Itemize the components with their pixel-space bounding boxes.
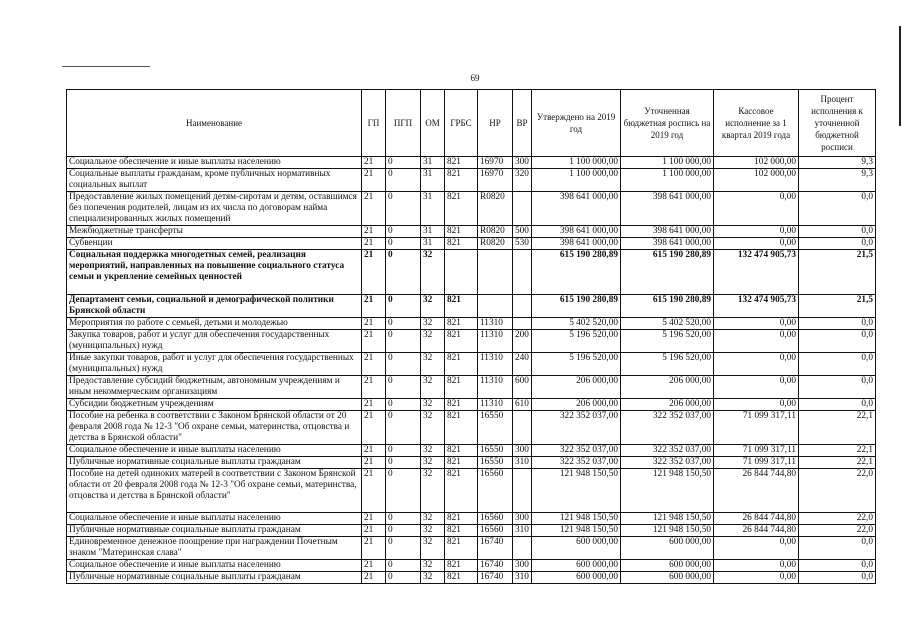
cell-percent: 22,1	[799, 411, 876, 445]
cell-name: Межбюджетные трансферты	[67, 226, 362, 238]
cell-om: 32	[421, 318, 445, 330]
cell-name: Публичные нормативные социальные выплаты гражданам	[67, 572, 362, 584]
cell-grbs: 821	[445, 376, 478, 399]
cell-pgp: 0	[386, 445, 421, 457]
cell-name: Социальное обеспечение и иные выплаты населению	[67, 445, 362, 457]
cell-refined: 121 948 150,50	[621, 513, 714, 525]
table-row	[67, 457, 876, 469]
cell-approved: 398 641 000,00	[532, 192, 621, 226]
cell-np: 11310	[478, 330, 513, 353]
cell-approved: 600 000,00	[532, 537, 621, 560]
cell-grbs: 821	[445, 399, 478, 411]
cell-name: Социальные выплаты гражданам, кроме публичных нормативных социальных выплат	[67, 169, 362, 192]
cell-cash: 26 844 744,80	[714, 513, 799, 525]
cell-cash: 26 844 744,80	[714, 525, 799, 537]
cell-name: Социальное обеспечение и иные выплаты населению	[67, 560, 362, 572]
cell-percent: 0,0	[799, 318, 876, 330]
cell-approved: 5 196 520,00	[532, 353, 621, 376]
page-header-rule	[62, 66, 150, 67]
cell-grbs: 821	[445, 238, 478, 250]
cell-grbs: 821	[445, 469, 478, 513]
cell-pgp: 0	[386, 318, 421, 330]
cell-refined: 5 402 520,00	[621, 318, 714, 330]
cell-percent: 22,1	[799, 445, 876, 457]
cell-om: 32	[421, 295, 445, 318]
cell-percent: 0,0	[799, 226, 876, 238]
cell-cash: 71 099 317,11	[714, 445, 799, 457]
cell-refined: 1 100 000,00	[621, 157, 714, 169]
cell-om: 31	[421, 192, 445, 226]
cell-approved: 121 948 150,50	[532, 469, 621, 513]
table-row	[67, 192, 876, 226]
cell-grbs: 821	[445, 295, 478, 318]
cell-vr	[513, 318, 532, 330]
header-gp: ГП	[362, 90, 386, 157]
cell-cash: 26 844 744,80	[714, 469, 799, 513]
table-row	[67, 513, 876, 525]
table-row	[67, 330, 876, 353]
header-refined: Уточненная бюджетная роспись на 2019 год	[621, 90, 714, 157]
cell-refined: 600 000,00	[621, 560, 714, 572]
cell-grbs: 821	[445, 513, 478, 525]
cell-refined: 398 641 000,00	[621, 238, 714, 250]
cell-pgp: 0	[386, 376, 421, 399]
cell-om: 31	[421, 157, 445, 169]
cell-percent: 0,0	[799, 560, 876, 572]
cell-cash: 102 000,00	[714, 157, 799, 169]
cell-refined: 600 000,00	[621, 537, 714, 560]
cell-gp: 21	[362, 445, 386, 457]
cell-np: 16560	[478, 525, 513, 537]
cell-pgp: 0	[386, 330, 421, 353]
cell-grbs: 821	[445, 330, 478, 353]
cell-np	[478, 250, 513, 295]
cell-name: Закупка товаров, работ и услуг для обеспечения государственных (муниципальных) нужд	[67, 330, 362, 353]
cell-pgp: 0	[386, 226, 421, 238]
cell-om: 32	[421, 250, 445, 295]
cell-gp: 21	[362, 238, 386, 250]
cell-pgp: 0	[386, 399, 421, 411]
header-percent: Процент исполнения к уточненной бюджетной росписи	[799, 90, 876, 157]
cell-grbs: 821	[445, 525, 478, 537]
cell-np: 16740	[478, 537, 513, 560]
cell-percent: 9,3	[799, 157, 876, 169]
cell-grbs: 821	[445, 457, 478, 469]
cell-np: 16560	[478, 469, 513, 513]
cell-cash: 0,00	[714, 238, 799, 250]
cell-grbs: 821	[445, 537, 478, 560]
cell-grbs: 821	[445, 318, 478, 330]
cell-om: 32	[421, 411, 445, 445]
cell-pgp: 0	[386, 353, 421, 376]
header-np: НР	[478, 90, 513, 157]
cell-refined: 121 948 150,50	[621, 525, 714, 537]
cell-vr	[513, 537, 532, 560]
header-grbs: ГРБС	[445, 90, 478, 157]
cell-gp: 21	[362, 318, 386, 330]
header-om: ОМ	[421, 90, 445, 157]
cell-vr: 530	[513, 238, 532, 250]
cell-pgp: 0	[386, 525, 421, 537]
cell-refined: 615 190 280,89	[621, 295, 714, 318]
cell-pgp: 0	[386, 537, 421, 560]
cell-om: 32	[421, 353, 445, 376]
cell-np: R0820	[478, 226, 513, 238]
cell-approved: 322 352 037,00	[532, 457, 621, 469]
cell-np: 16970	[478, 169, 513, 192]
cell-approved: 121 948 150,50	[532, 525, 621, 537]
cell-percent: 0,0	[799, 572, 876, 584]
cell-np: 11310	[478, 318, 513, 330]
cell-percent: 9,3	[799, 169, 876, 192]
cell-vr: 320	[513, 169, 532, 192]
cell-cash: 102 000,00	[714, 169, 799, 192]
cell-refined: 398 641 000,00	[621, 226, 714, 238]
cell-np: 16740	[478, 560, 513, 572]
cell-cash: 0,00	[714, 560, 799, 572]
table-row	[67, 399, 876, 411]
cell-approved: 1 100 000,00	[532, 157, 621, 169]
cell-approved: 5 402 520,00	[532, 318, 621, 330]
cell-pgp: 0	[386, 192, 421, 226]
table-row	[67, 572, 876, 584]
cell-grbs: 821	[445, 353, 478, 376]
cell-grbs: 821	[445, 560, 478, 572]
table-row	[67, 353, 876, 376]
cell-refined: 1 100 000,00	[621, 169, 714, 192]
cell-om: 32	[421, 525, 445, 537]
cell-cash: 71 099 317,11	[714, 411, 799, 445]
cell-vr: 310	[513, 525, 532, 537]
cell-name: Мероприятия по работе с семьей, детьми и молодежью	[67, 318, 362, 330]
header-cash: Кассовое исполнение за 1 квартал 2019 года	[714, 90, 799, 157]
table-row	[67, 537, 876, 560]
cell-percent: 0,0	[799, 399, 876, 411]
cell-np: 16970	[478, 157, 513, 169]
cell-approved: 615 190 280,89	[532, 295, 621, 318]
cell-vr: 600	[513, 376, 532, 399]
cell-om: 32	[421, 513, 445, 525]
table-header-row	[67, 90, 876, 157]
cell-om: 32	[421, 537, 445, 560]
cell-gp: 21	[362, 537, 386, 560]
cell-approved: 206 000,00	[532, 376, 621, 399]
cell-pgp: 0	[386, 169, 421, 192]
cell-name: Пособие на ребенка в соответствии с Законом Брянской области от 20 февраля 2008 года № 12-3 "Об охране семьи, материнства, отцовства и детства в Брянской области"	[67, 411, 362, 445]
cell-grbs	[445, 250, 478, 295]
cell-pgp: 0	[386, 560, 421, 572]
cell-gp: 21	[362, 411, 386, 445]
cell-vr: 300	[513, 445, 532, 457]
cell-vr: 240	[513, 353, 532, 376]
cell-refined: 322 352 037,00	[621, 445, 714, 457]
cell-gp: 21	[362, 399, 386, 411]
cell-name: Предоставление субсидий бюджетным, автономным учреждениям и иным некоммерческим организациям	[67, 376, 362, 399]
cell-om: 32	[421, 469, 445, 513]
cell-name: Единовременное денежное поощрение при награждении Почетным знаком "Материнская слава"	[67, 537, 362, 560]
cell-np: 16550	[478, 457, 513, 469]
cell-gp: 21	[362, 572, 386, 584]
cell-vr	[513, 295, 532, 318]
cell-refined: 5 196 520,00	[621, 330, 714, 353]
cell-refined: 121 948 150,50	[621, 469, 714, 513]
cell-refined: 322 352 037,00	[621, 411, 714, 445]
cell-refined: 615 190 280,89	[621, 250, 714, 295]
table-body	[67, 157, 876, 584]
table-row	[67, 469, 876, 513]
cell-vr: 310	[513, 457, 532, 469]
cell-pgp: 0	[386, 295, 421, 318]
cell-cash: 132 474 905,73	[714, 250, 799, 295]
cell-cash: 132 474 905,73	[714, 295, 799, 318]
cell-refined: 206 000,00	[621, 399, 714, 411]
cell-approved: 398 641 000,00	[532, 238, 621, 250]
scan-edge-mark	[899, 26, 901, 126]
cell-refined: 600 000,00	[621, 572, 714, 584]
cell-name: Публичные нормативные социальные выплаты гражданам	[67, 525, 362, 537]
cell-vr: 500	[513, 226, 532, 238]
cell-approved: 398 641 000,00	[532, 226, 621, 238]
cell-gp: 21	[362, 250, 386, 295]
cell-refined: 206 000,00	[621, 376, 714, 399]
cell-np: 11310	[478, 376, 513, 399]
cell-percent: 0,0	[799, 330, 876, 353]
cell-pgp: 0	[386, 157, 421, 169]
cell-percent: 0,0	[799, 376, 876, 399]
cell-vr: 610	[513, 399, 532, 411]
table-row	[67, 525, 876, 537]
cell-percent: 0,0	[799, 238, 876, 250]
cell-cash: 0,00	[714, 226, 799, 238]
cell-approved: 600 000,00	[532, 572, 621, 584]
header-vr: ВР	[513, 90, 532, 157]
cell-cash: 0,00	[714, 537, 799, 560]
table-row	[67, 376, 876, 399]
cell-np	[478, 295, 513, 318]
cell-grbs: 821	[445, 192, 478, 226]
cell-vr: 310	[513, 572, 532, 584]
table-row	[67, 295, 876, 318]
cell-vr: 300	[513, 560, 532, 572]
cell-np: 16550	[478, 445, 513, 457]
cell-approved: 322 352 037,00	[532, 411, 621, 445]
table-row	[67, 226, 876, 238]
page-number: 69	[470, 73, 480, 83]
cell-approved: 615 190 280,89	[532, 250, 621, 295]
cell-pgp: 0	[386, 469, 421, 513]
cell-om: 32	[421, 330, 445, 353]
cell-gp: 21	[362, 560, 386, 572]
cell-om: 31	[421, 238, 445, 250]
cell-gp: 21	[362, 525, 386, 537]
cell-om: 32	[421, 572, 445, 584]
cell-gp: 21	[362, 169, 386, 192]
cell-approved: 206 000,00	[532, 399, 621, 411]
cell-percent: 0,0	[799, 537, 876, 560]
cell-cash: 0,00	[714, 330, 799, 353]
cell-percent: 22,0	[799, 513, 876, 525]
cell-gp: 21	[362, 513, 386, 525]
cell-percent: 0,0	[799, 192, 876, 226]
cell-vr: 300	[513, 157, 532, 169]
cell-grbs: 821	[445, 572, 478, 584]
cell-percent: 21,5	[799, 295, 876, 318]
cell-np: 16560	[478, 513, 513, 525]
cell-np: R0820	[478, 192, 513, 226]
cell-approved: 600 000,00	[532, 560, 621, 572]
cell-name: Департамент семьи, социальной и демографической политики Брянской области	[67, 295, 362, 318]
cell-vr: 300	[513, 513, 532, 525]
cell-np: 16550	[478, 411, 513, 445]
cell-cash: 0,00	[714, 318, 799, 330]
cell-np: 11310	[478, 353, 513, 376]
header-name: Наименование	[67, 90, 362, 157]
cell-approved: 1 100 000,00	[532, 169, 621, 192]
cell-vr	[513, 469, 532, 513]
cell-gp: 21	[362, 157, 386, 169]
cell-grbs: 821	[445, 226, 478, 238]
table-row	[67, 157, 876, 169]
cell-vr	[513, 250, 532, 295]
cell-grbs: 821	[445, 157, 478, 169]
cell-name: Социальное обеспечение и иные выплаты населению	[67, 157, 362, 169]
cell-name: Иные закупки товаров, работ и услуг для обеспечения государственных (муниципальных) нужд	[67, 353, 362, 376]
cell-np: 16740	[478, 572, 513, 584]
cell-gp: 21	[362, 457, 386, 469]
cell-pgp: 0	[386, 238, 421, 250]
cell-name: Пособие на детей одиноких матерей в соответствии с Законом Брянской области от 20 февраля 2008 года № 12-3 "Об охране семьи, материнства, отцовства и детства в Брянской области"	[67, 469, 362, 513]
cell-approved: 121 948 150,50	[532, 513, 621, 525]
cell-cash: 0,00	[714, 192, 799, 226]
cell-percent: 0,0	[799, 353, 876, 376]
cell-cash: 0,00	[714, 376, 799, 399]
header-pgp: ПГП	[386, 90, 421, 157]
cell-refined: 398 641 000,00	[621, 192, 714, 226]
cell-name: Социальное обеспечение и иные выплаты населению	[67, 513, 362, 525]
cell-om: 32	[421, 376, 445, 399]
table-row	[67, 318, 876, 330]
cell-om: 31	[421, 226, 445, 238]
cell-gp: 21	[362, 330, 386, 353]
cell-gp: 21	[362, 469, 386, 513]
cell-np: R0820	[478, 238, 513, 250]
cell-pgp: 0	[386, 572, 421, 584]
cell-pgp: 0	[386, 250, 421, 295]
table-row	[67, 238, 876, 250]
cell-approved: 322 352 037,00	[532, 445, 621, 457]
cell-percent: 22,1	[799, 457, 876, 469]
header-approved: Утверждено на 2019 год	[532, 90, 621, 157]
budget-execution-table	[66, 89, 876, 584]
cell-gp: 21	[362, 353, 386, 376]
cell-om: 32	[421, 560, 445, 572]
cell-om: 32	[421, 457, 445, 469]
cell-cash: 0,00	[714, 399, 799, 411]
cell-pgp: 0	[386, 411, 421, 445]
table-row	[67, 560, 876, 572]
cell-gp: 21	[362, 295, 386, 318]
table-row	[67, 411, 876, 445]
cell-name: Предоставление жилых помещений детям-сиротам и детям, оставшимся без попечения родителей, лицам из их числа по договорам найма специализированных жилых помещений	[67, 192, 362, 226]
cell-om: 32	[421, 399, 445, 411]
cell-np: 11310	[478, 399, 513, 411]
table-row	[67, 445, 876, 457]
cell-percent: 22,0	[799, 469, 876, 513]
cell-percent: 21,5	[799, 250, 876, 295]
cell-percent: 22,0	[799, 525, 876, 537]
cell-grbs: 821	[445, 445, 478, 457]
cell-grbs: 821	[445, 411, 478, 445]
table-row	[67, 169, 876, 192]
cell-vr: 200	[513, 330, 532, 353]
cell-pgp: 0	[386, 513, 421, 525]
cell-vr	[513, 411, 532, 445]
cell-refined: 5 196 520,00	[621, 353, 714, 376]
cell-pgp: 0	[386, 457, 421, 469]
cell-gp: 21	[362, 226, 386, 238]
cell-refined: 322 352 037,00	[621, 457, 714, 469]
cell-name: Социальная поддержка многодетных семей, реализация мероприятий, направленных на повышение социального статуса семьи и укрепление семейных ценностей	[67, 250, 362, 295]
table-row	[67, 250, 876, 295]
cell-cash: 0,00	[714, 572, 799, 584]
cell-om: 32	[421, 445, 445, 457]
cell-name: Субсидии бюджетным учреждениям	[67, 399, 362, 411]
cell-om: 31	[421, 169, 445, 192]
cell-gp: 21	[362, 192, 386, 226]
cell-gp: 21	[362, 376, 386, 399]
cell-name: Субвенции	[67, 238, 362, 250]
cell-name: Публичные нормативные социальные выплаты гражданам	[67, 457, 362, 469]
cell-vr	[513, 192, 532, 226]
cell-grbs: 821	[445, 169, 478, 192]
cell-cash: 0,00	[714, 353, 799, 376]
cell-cash: 71 099 317,11	[714, 457, 799, 469]
cell-approved: 5 196 520,00	[532, 330, 621, 353]
